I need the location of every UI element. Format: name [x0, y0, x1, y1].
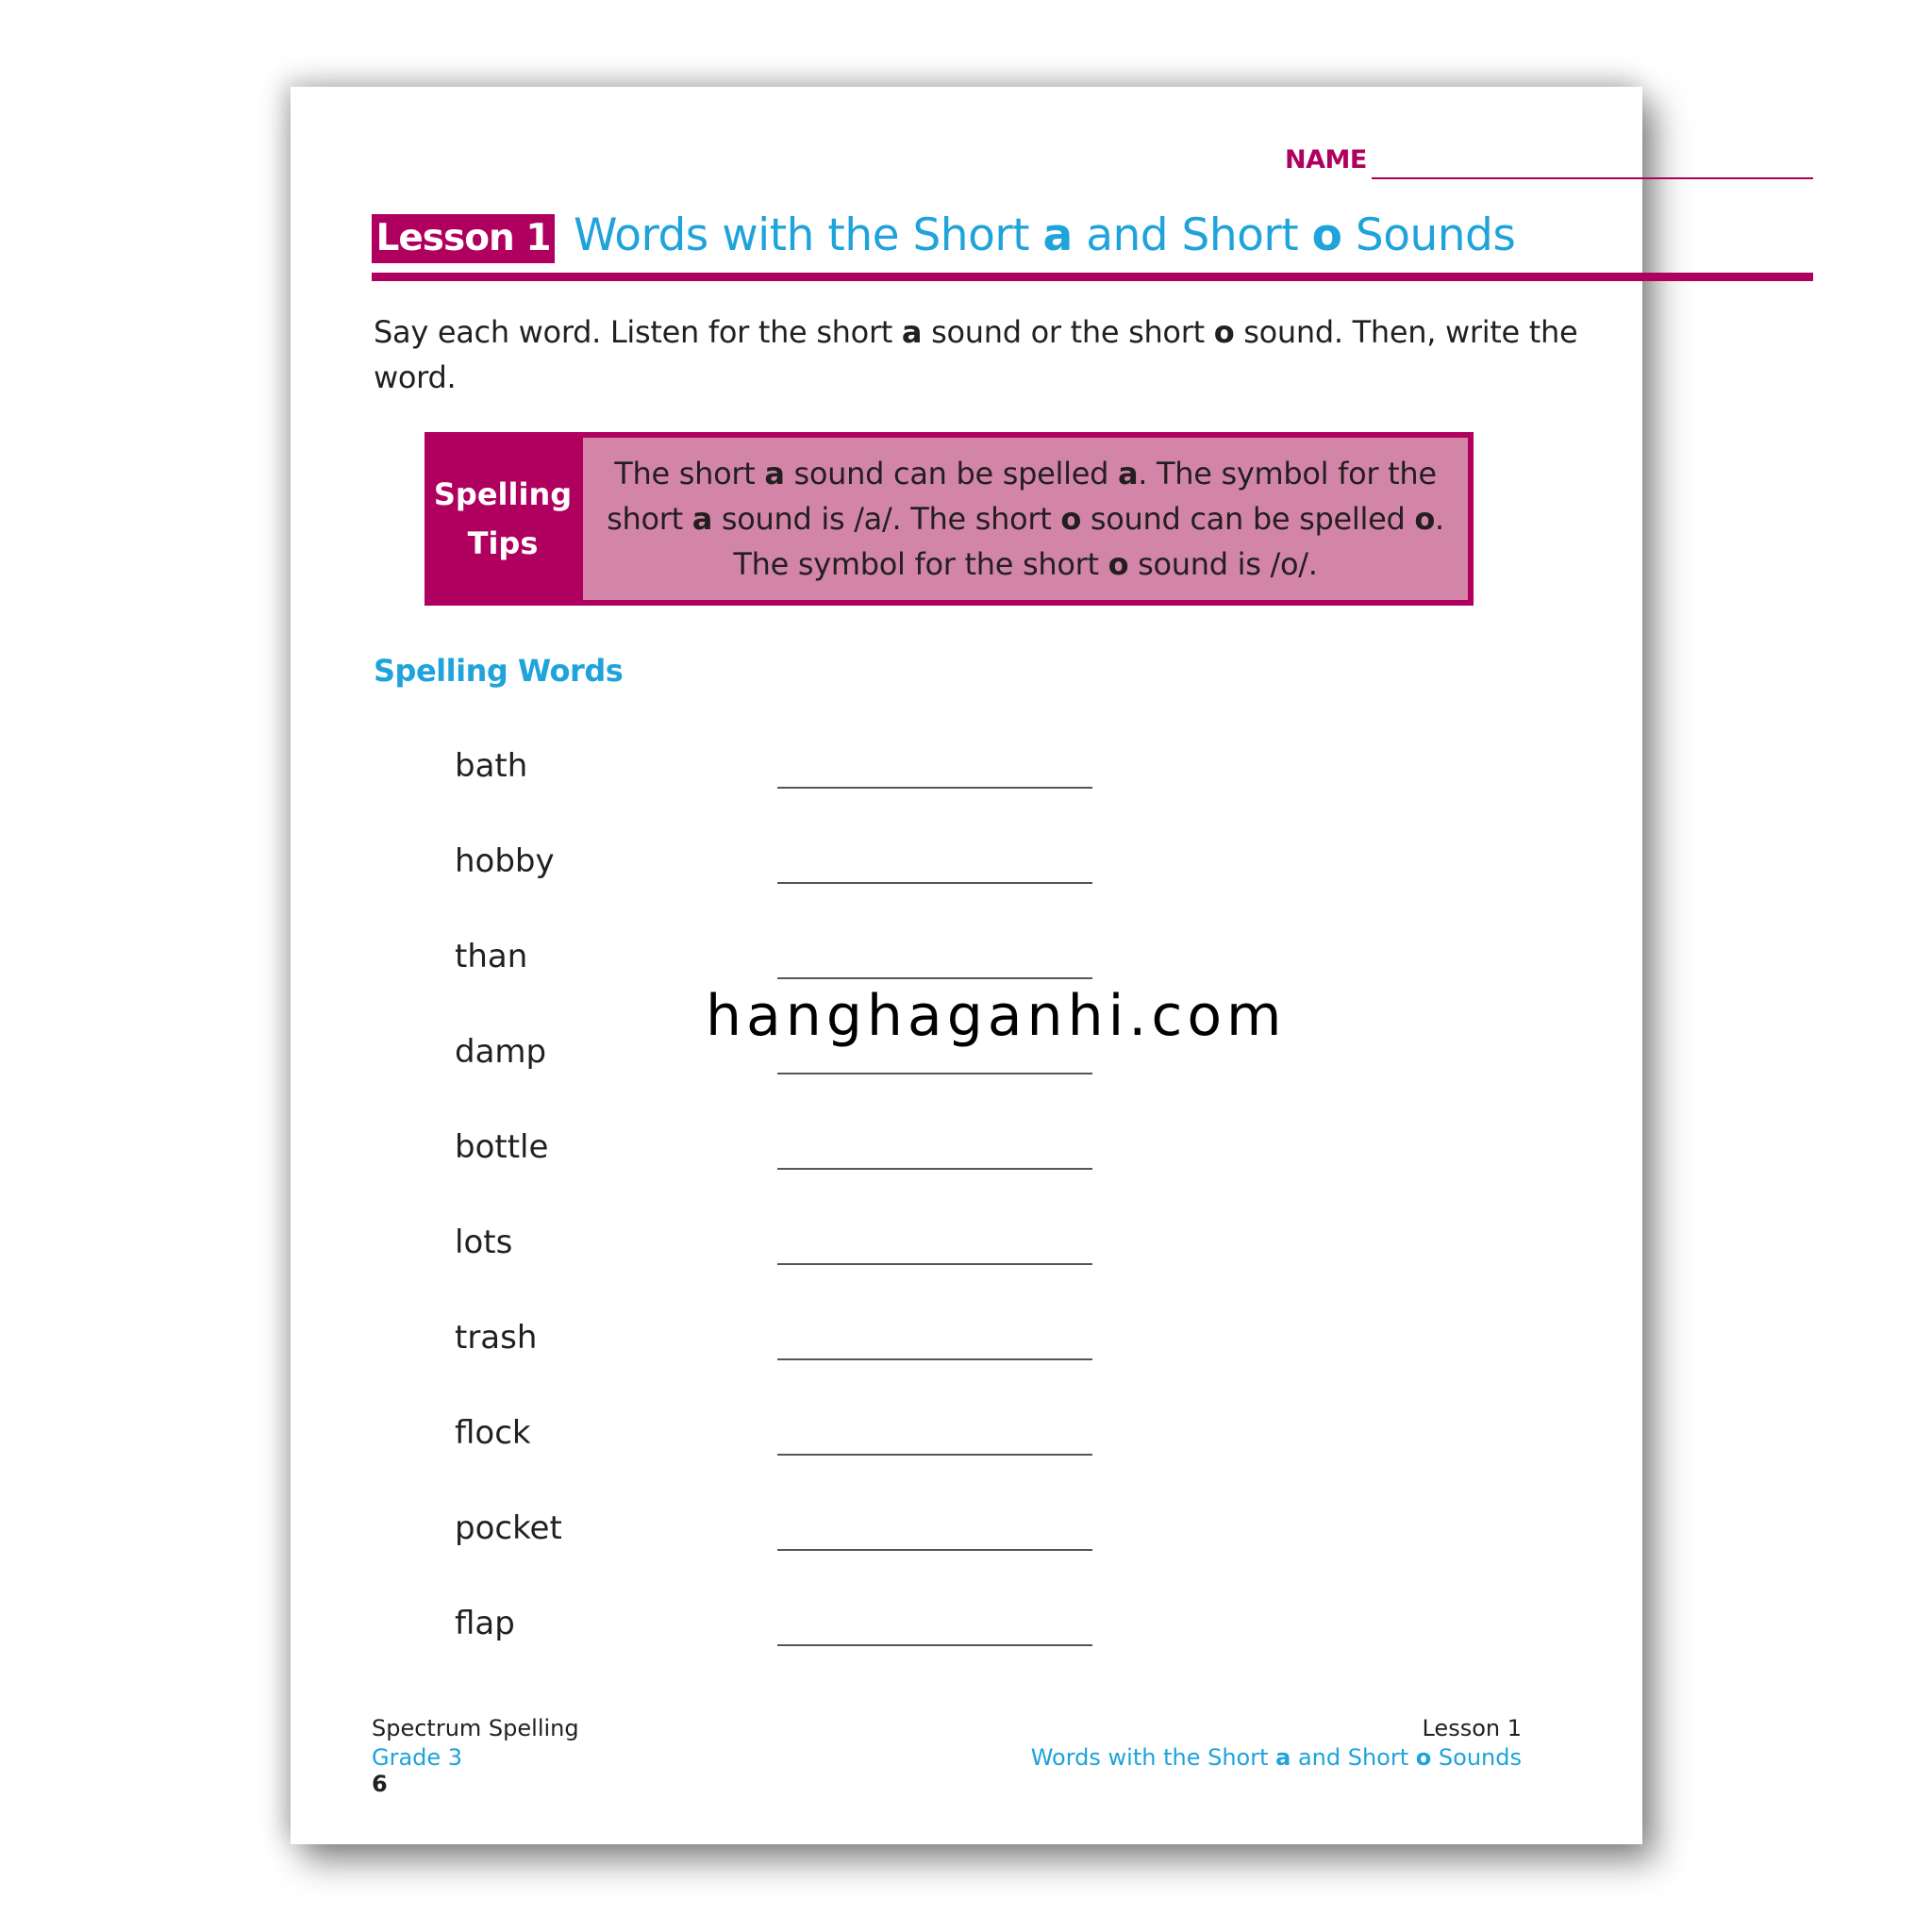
- footer-book-info: [372, 1714, 579, 1773]
- name-field-row: [1285, 145, 1813, 183]
- answer-line[interactable]: [777, 1358, 1092, 1360]
- spelling-word: flock: [455, 1414, 531, 1452]
- spelling-tips-body: The short a sound can be spelled a. The symbol for the short a sound is /a/. The short o sound can be spelled o. The symbol for the short o sound is /o/.: [583, 438, 1468, 600]
- lesson-title: Words with the Short a and Short o Sounds: [574, 209, 1516, 261]
- word-row: [455, 842, 1398, 899]
- lesson-badge: Lesson 1: [372, 214, 555, 263]
- footer-lesson: Lesson 1: [1422, 1715, 1522, 1741]
- spelling-word: damp: [455, 1033, 547, 1071]
- answer-line[interactable]: [777, 787, 1092, 789]
- spelling-word: hobby: [455, 842, 555, 880]
- word-row: [455, 1128, 1398, 1185]
- name-write-line[interactable]: [1372, 177, 1813, 179]
- spelling-word: flap: [455, 1605, 515, 1642]
- footer-lesson-title: Words with the Short a and Short o Sounds: [1030, 1744, 1522, 1771]
- answer-line[interactable]: [777, 882, 1092, 884]
- spelling-word: trash: [455, 1319, 538, 1357]
- worksheet-page: [291, 87, 1642, 1844]
- instructions-text: Say each word. Listen for the short a sound or the short o sound. Then, write the word.: [374, 314, 1578, 395]
- word-row: [455, 1414, 1398, 1471]
- footer-grade: Grade 3: [372, 1744, 463, 1771]
- word-row: [455, 747, 1398, 804]
- answer-line[interactable]: [777, 1263, 1092, 1265]
- spelling-word: bottle: [455, 1128, 549, 1166]
- answer-line[interactable]: [777, 1168, 1092, 1170]
- title-divider: [372, 273, 1813, 281]
- word-row: [455, 1509, 1398, 1566]
- name-label: NAME: [1285, 145, 1367, 175]
- answer-line[interactable]: [777, 1549, 1092, 1551]
- footer-series: Spectrum Spelling: [372, 1715, 579, 1741]
- answer-line[interactable]: [777, 1644, 1092, 1646]
- footer-lesson-info: [1031, 1714, 1522, 1773]
- spelling-words-heading: Spelling Words: [374, 653, 624, 689]
- word-row: [455, 1605, 1398, 1661]
- answer-line[interactable]: [777, 1454, 1092, 1456]
- page-number: 6: [372, 1771, 388, 1797]
- watermark-text: hanghaganhi.com: [706, 983, 1287, 1049]
- spelling-word: lots: [455, 1224, 513, 1261]
- answer-line[interactable]: [777, 977, 1092, 979]
- spelling-tips-label: Spelling Tips: [433, 476, 573, 561]
- word-row: [455, 1319, 1398, 1375]
- spelling-word: than: [455, 938, 528, 975]
- spelling-word: bath: [455, 747, 528, 785]
- answer-line[interactable]: [777, 1073, 1092, 1074]
- word-row: [455, 1224, 1398, 1280]
- spelling-word: pocket: [455, 1509, 562, 1547]
- spelling-tips-box: [425, 432, 1474, 606]
